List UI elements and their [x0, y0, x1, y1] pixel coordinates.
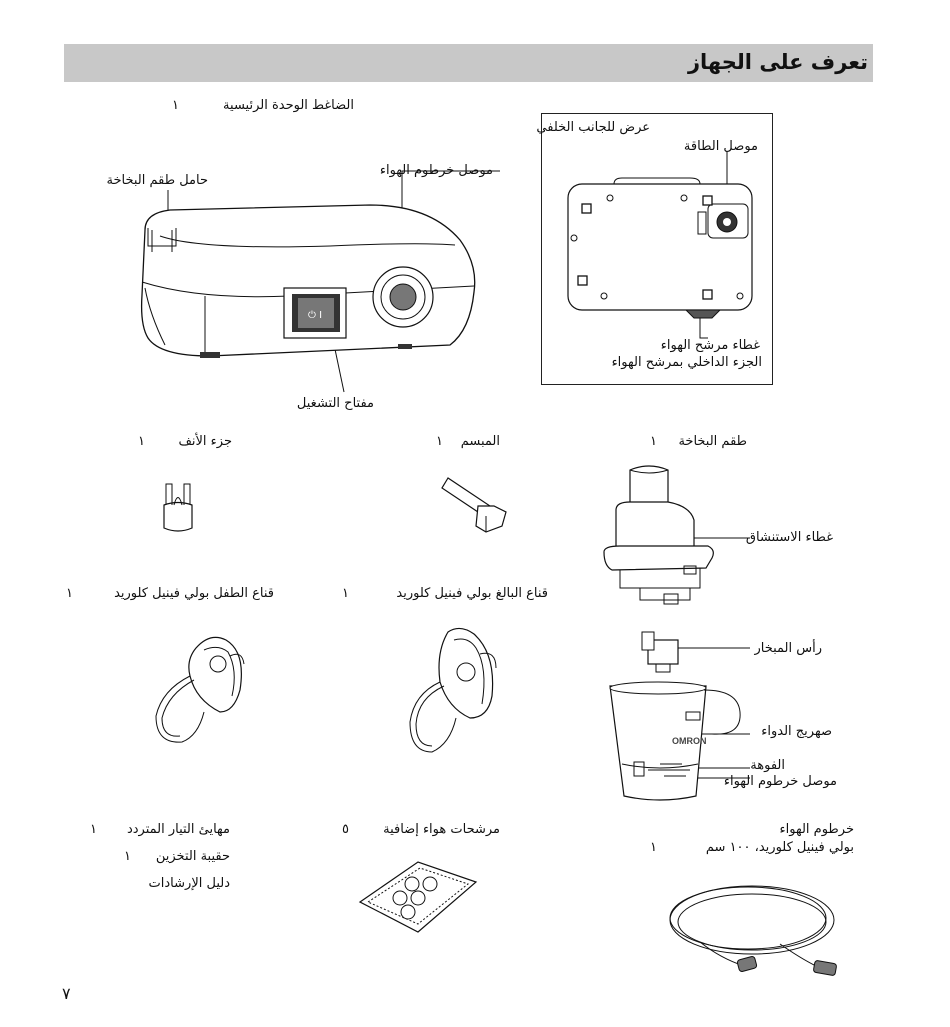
back-view-title: عرض للجانب الخلفي	[536, 120, 650, 135]
manual-label: دليل الإرشادات	[148, 876, 230, 891]
inhale-cap-label: غطاء الاستنشاق	[745, 530, 833, 545]
svg-text:⏻ I: ⏻ I	[308, 310, 323, 321]
air-tube-sub: بولي فينيل كلوريد، ١٠٠ سم	[705, 840, 854, 855]
air-connector-label: موصل خرطوم الهواء	[379, 163, 493, 178]
main-unit-label: الضاغط الوحدة الرئيسية	[223, 98, 354, 113]
storage-bag-label: حقيبة التخزين	[155, 849, 230, 864]
adult-mask-label: قناع البالغ بولي فينيل كلوريد	[396, 586, 548, 601]
filter-inside-label: الجزء الداخلي بمرشح الهواء	[611, 355, 762, 370]
kit-qty: ١	[650, 434, 657, 449]
child-mask-label: قناع الطفل بولي فينيل كلوريد	[114, 586, 274, 601]
page-title: تعرف على الجهاز	[687, 50, 868, 74]
air-tube-label: خرطوم الهواء	[779, 822, 854, 837]
omron-logo: OMRON	[672, 736, 707, 746]
nose-label: جزء الأنف	[178, 434, 232, 449]
ac-adapter-qty: ١	[90, 822, 97, 837]
adult-mask-qty: ١	[342, 586, 349, 601]
child-mask-qty: ١	[66, 586, 73, 601]
switch-label: مفتاح التشغيل	[296, 396, 374, 411]
holder-label: حامل طقم البخاخة	[106, 173, 208, 188]
vaporizer-head-label: رأس المبخار	[754, 641, 822, 656]
nozzle-label: الفوهة	[750, 758, 785, 773]
kit-connector-label: موصل خرطوم الهواء	[723, 774, 837, 789]
kit-label: طقم البخاخة	[678, 434, 747, 449]
filters-label: مرشحات هواء إضافية	[383, 822, 500, 837]
air-tube-qty: ١	[650, 840, 657, 855]
page-number: ٧	[62, 984, 71, 1003]
mouth-qty: ١	[436, 434, 443, 449]
filter-cover-label: غطاء مرشح الهواء	[660, 338, 760, 353]
medication-cup-label: صهريج الدواء	[761, 724, 832, 739]
power-connector-label: موصل الطاقة	[683, 139, 758, 154]
mouth-label: المبسم	[460, 434, 500, 449]
nose-qty: ١	[138, 434, 145, 449]
filters-qty: ٥	[342, 822, 349, 837]
main-unit-qty: ١	[172, 98, 179, 113]
ac-adapter-label: مهايئ التيار المتردد	[126, 822, 230, 837]
storage-bag-qty: ١	[124, 849, 131, 864]
